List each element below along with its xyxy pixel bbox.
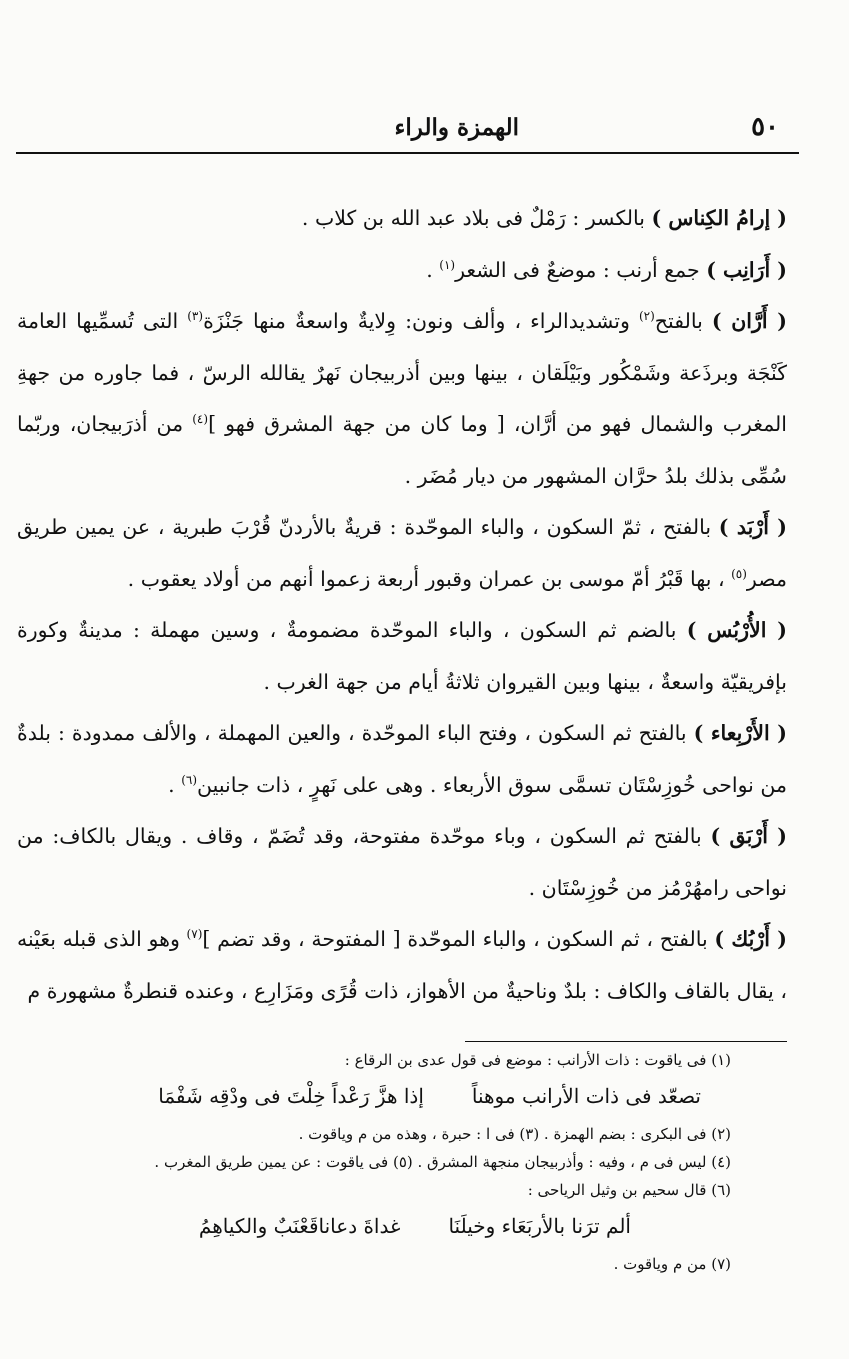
entry-text: بالفتح ، ثم السكون ، والباء الموحّدة [ المفتوحة ، وقد تضم ] bbox=[202, 927, 715, 951]
entry bbox=[17, 193, 787, 245]
entry bbox=[17, 914, 787, 1017]
entry-text: بالفتح ثم السكون ، وباء موحّدة مفتوحة، وقد تُضَمّ ، وقاف . ويقال بالكاف: من نواحى رامهُرْمُز من خُوزِسْتَان . bbox=[17, 824, 787, 900]
running-title: الهمزة والراء bbox=[394, 114, 519, 141]
entry-text: جمع أرنب : موضعٌ فى الشعر bbox=[455, 257, 707, 282]
page-number: ٥٠ bbox=[751, 112, 779, 142]
footnote-rule bbox=[465, 1041, 787, 1042]
footnote-ref: (٦) bbox=[181, 772, 198, 787]
entry-text: وتشديدالراء ، وألف ونون: وِلايةٌ واسعةٌ منها جَنْزَة bbox=[203, 309, 639, 333]
footnote-1: (١) فى ياقوت : ذات الأرانب : موضع فى قول عدى بن الرقاع : bbox=[344, 1051, 731, 1069]
entry-heading: ( أَرَانِب ) bbox=[706, 257, 787, 282]
entry-text: بالضم ثم السكون ، والباء الموحّدة مضمومةٌ ، وسين مهملة : مدينةٌ وكورة بإفريقيّة واسعةٌ ، بينها وبين القيروان ثلاثةُ أيام من جهة الغرب . bbox=[17, 618, 787, 694]
entry bbox=[17, 502, 787, 605]
verse-hemistich: ألم ترَنا بالأربَعَاء وخيلَنَا bbox=[448, 1214, 631, 1238]
entry-heading: ( أَرْبَق ) bbox=[710, 824, 787, 848]
footnote-ref: (٧) bbox=[186, 927, 203, 942]
verse-hemistich: غداةَ دعاناقَعْنَبٌ والكياهِمُ bbox=[198, 1214, 401, 1238]
entry-heading: ( أَرْبَد ) bbox=[718, 515, 787, 539]
entry-heading: ( إرامُ الكِناس ) bbox=[651, 206, 787, 230]
verse-2 bbox=[11, 1206, 731, 1246]
verse-1 bbox=[11, 1076, 731, 1116]
entry bbox=[17, 811, 787, 914]
entry-text: ، بها قَبْرُ أمّ موسى بن عمران وقبور أربعة زعموا أنهم من أولاد يعقوب . bbox=[127, 566, 732, 591]
header-rule bbox=[16, 152, 799, 154]
entry bbox=[17, 296, 787, 502]
entry-heading: ( أَرَّان ) bbox=[711, 309, 788, 333]
page-header bbox=[16, 112, 779, 146]
verse-hemistich: تصعّد فى ذات الأرانب موهناً bbox=[471, 1084, 701, 1108]
entry-text: بالفتح ، ثمّ السكون ، والباء الموحّدة : قريةٌ بالأردنّ قُرْبَ طبرية ، عن يمين طريق مصر bbox=[17, 515, 787, 591]
footnote-7: (٧) من م وياقوت . bbox=[613, 1255, 731, 1273]
entry bbox=[17, 708, 787, 811]
entry-heading: ( الأَرْبِعاء ) bbox=[693, 721, 787, 745]
footnote-6: (٦) قال سحيم بن وثيل الرياحى : bbox=[527, 1181, 731, 1199]
entry-text: التى تُسمِّيها العامة كَنْجَة وبرذَعة وشَمْكُور وبَيْلَقان ، بينها وبين أذربيجان نَهرٌ يقالله الرسّ ، فما جاوره من جهةِ المغرب والشمال فهو من أرَّان، [ وما كان من جهة المشرق فهو ] bbox=[17, 309, 787, 436]
entry bbox=[17, 245, 787, 297]
footnote-ref: (١) bbox=[439, 257, 456, 272]
verse-hemistich: إذا هزَّ رَعْداً خِلْتَ فى ودْقِه شَفْمَا bbox=[158, 1084, 424, 1108]
entry-text: . bbox=[426, 257, 440, 282]
footnote-ref: (٢) bbox=[638, 309, 655, 324]
entry-text: بالفتح ثم السكون ، وفتح الباء الموحّدة ، والعين المهملة ، والألف ممدودة : بلدةٌ من نواحى خُوزِسْتَان تسمَّى سوق الأربعاء . وهى على نَهرٍ ، ذات جانبين bbox=[17, 721, 787, 797]
entry-heading: ( أَرْبُك ) bbox=[714, 927, 787, 951]
footnote-ref: (٥) bbox=[731, 566, 747, 581]
footnote-ref: (٤) bbox=[192, 412, 209, 427]
footnote-2-3: (٢) فى البكرى : بضم الهمزة . (٣) فى ا : حبرة ، وهذه من م وياقوت . bbox=[298, 1125, 731, 1143]
footnotes bbox=[11, 1046, 731, 1278]
entry-text: وهو الذى قبله بعَيْنه ، يقال بالقاف والكاف : بلدٌ وناحيةٌ من الأهواز، ذات قُرًى ومَزَارِع ، وعنده قنطرةٌ مشهورة م bbox=[17, 927, 787, 1003]
entry-text: بالفتح bbox=[654, 309, 712, 333]
entry-text: بالكسر : رَمْلٌ فى بلاد عبد الله بن كلاب . bbox=[301, 206, 652, 230]
entry-text: من أذرَبيجان، وربّما سُمِّى بذلك بلدُ حرَّان المشهور من ديار مُضَر . bbox=[17, 412, 787, 488]
entry bbox=[17, 605, 787, 708]
footnote-4-5: (٤) ليس فى م ، وفيه : وأذربيجان منجهة المشرق . (٥) فى ياقوت : عن يمين طريق المغرب . bbox=[154, 1153, 731, 1171]
footnote-ref: (٣) bbox=[187, 309, 204, 324]
main-text bbox=[17, 193, 787, 1017]
entry-text: . bbox=[168, 772, 182, 797]
entry-heading: ( الأُرْبُس ) bbox=[686, 618, 787, 642]
